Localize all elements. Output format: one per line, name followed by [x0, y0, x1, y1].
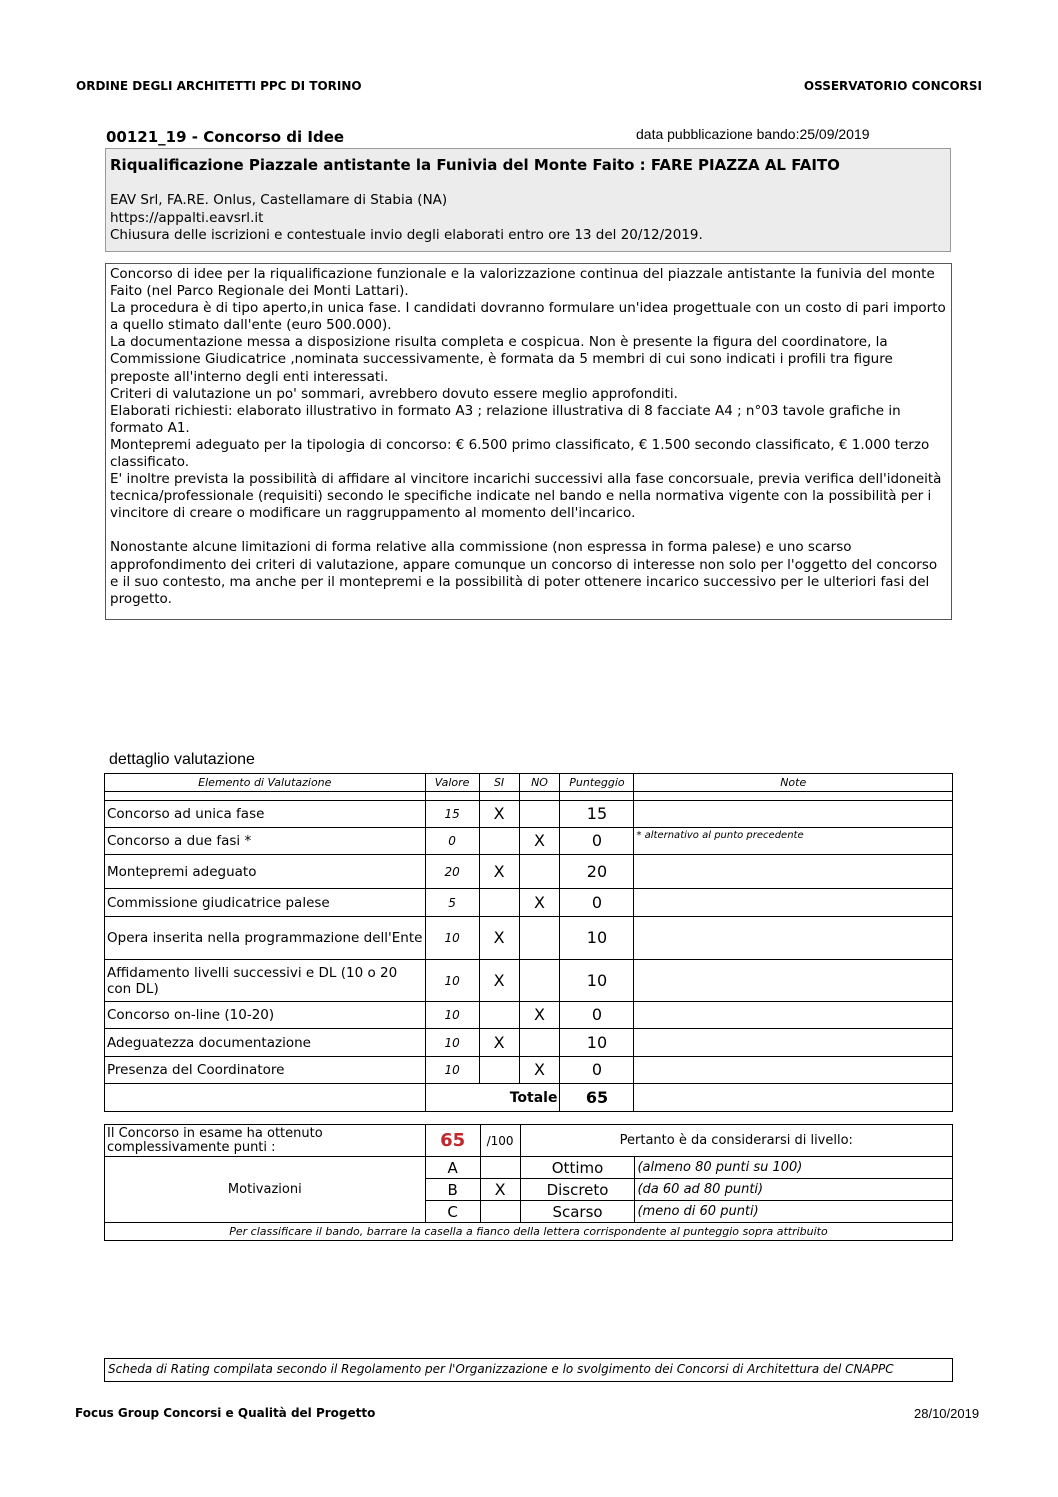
level-range: (da 60 ad 80 punti)	[635, 1179, 953, 1201]
result-score-row	[105, 1125, 953, 1157]
header-score: Punteggio	[560, 774, 634, 792]
row-value: 10	[425, 917, 479, 960]
row-no-mark: X	[519, 1002, 560, 1029]
header-no: NO	[519, 774, 560, 792]
row-value: 0	[425, 828, 479, 855]
header-si: SI	[479, 774, 519, 792]
row-no-mark	[519, 801, 560, 828]
row-si-mark	[479, 828, 519, 855]
total-value: 65	[560, 1084, 634, 1112]
row-no-mark	[519, 1029, 560, 1057]
description-paragraph: Criteri di valutazione un po' sommari, avrebbero dovuto essere meglio approfonditi.	[110, 385, 678, 402]
table-row	[105, 1002, 953, 1029]
level-name: Discreto	[520, 1179, 635, 1201]
row-score: 0	[560, 1057, 634, 1084]
evaluation-table	[104, 773, 953, 1112]
description-paragraph: Montepremi adeguato per la tipologia di concorso: € 6.500 primo classificato, € 1.500 secondo classificato, € 1.000 terzo classificato.	[110, 436, 930, 471]
organizer: EAV Srl, FA.RE. Onlus, Castellamare di Stabia (NA)	[110, 192, 448, 208]
row-no-mark: X	[519, 828, 560, 855]
row-score: 10	[560, 1029, 634, 1057]
row-note	[634, 801, 953, 828]
total-label: Totale	[425, 1084, 560, 1112]
level-name: Scarso	[520, 1201, 635, 1223]
row-element: Concorso ad unica fase	[105, 801, 426, 828]
level-mark	[480, 1157, 520, 1179]
header-element: Elemento di Valutazione	[105, 774, 426, 792]
row-si-mark: X	[479, 960, 519, 1002]
competition-details	[110, 192, 703, 245]
row-value: 15	[425, 801, 479, 828]
result-table	[104, 1124, 953, 1241]
row-note	[634, 1029, 953, 1057]
evaluation-section-label: dettaglio valutazione	[109, 751, 255, 768]
table-row	[105, 828, 953, 855]
row-element: Opera inserita nella programmazione dell'Ente	[105, 917, 426, 960]
row-value: 10	[425, 1029, 479, 1057]
row-note	[634, 855, 953, 889]
row-note	[634, 960, 953, 1002]
row-value: 10	[425, 1057, 479, 1084]
evaluation-header-row	[105, 774, 953, 792]
row-note: * alternativo al punto precedente	[634, 828, 953, 855]
row-no-mark	[519, 960, 560, 1002]
header-value: Valore	[425, 774, 479, 792]
level-row	[105, 1157, 953, 1179]
level-letter: C	[425, 1201, 480, 1223]
row-si-mark: X	[479, 801, 519, 828]
row-si-mark	[479, 889, 519, 917]
row-value: 10	[425, 960, 479, 1002]
row-element: Montepremi adeguato	[105, 855, 426, 889]
level-mark	[480, 1201, 520, 1223]
row-value: 10	[425, 1002, 479, 1029]
header-notes: Note	[634, 774, 953, 792]
table-row	[105, 855, 953, 889]
description-paragraph: Nonostante alcune limitazioni di forma relative alla commissione (non espressa in forma palese) e uno scarso approfondimento dei criteri di valutazione, appare comunque un concorso di interesse non solo per l'oggetto del concorso e il suo contesto, ma anche per il montepremi e la possibilità di poter ottenere incarico successivo per le ulteriori fasi del progetto.	[110, 539, 938, 607]
table-row	[105, 1057, 953, 1084]
level-mark: X	[480, 1179, 520, 1201]
row-element: Presenza del Coordinatore	[105, 1057, 426, 1084]
row-score: 15	[560, 801, 634, 828]
description-paragraph: Concorso di idee per la riqualificazione funzionale e la valorizzazione continua del piazzale antistante la funivia del monte Faito (nel Parco Regionale dei Monti Lattari).	[110, 266, 935, 300]
row-note	[634, 1057, 953, 1084]
row-no-mark	[519, 917, 560, 960]
description-paragraph: E' inoltre prevista la possibilità di affidare al vincitore incarichi successivi alla fase concorsuale, previa verifica dell'idoneità tecnica/professionale (requisiti) secondo le specifiche indicate nel bando e nella normativa vigente con la possibilità per i vincitore di creare o modificare un raggruppamento al momento dell'incarico.	[110, 471, 942, 522]
obtained-score: 65	[425, 1125, 480, 1157]
row-value: 5	[425, 889, 479, 917]
table-row	[105, 801, 953, 828]
row-score: 10	[560, 917, 634, 960]
level-name: Ottimo	[520, 1157, 635, 1179]
score-max: /100	[480, 1125, 520, 1157]
row-element: Affidamento livelli successivi e DL (10 o 20 con DL)	[105, 960, 426, 1002]
instruction-row	[105, 1223, 953, 1241]
row-no-mark	[519, 855, 560, 889]
competition-info-box	[105, 148, 951, 252]
footer-date: 28/10/2019	[914, 1406, 980, 1421]
row-si-mark	[479, 1057, 519, 1084]
row-no-mark: X	[519, 889, 560, 917]
level-letter: A	[425, 1157, 480, 1179]
competition-code: 00121_19 - Concorso di Idee	[106, 128, 345, 146]
header-section: OSSERVATORIO CONCORSI	[803, 79, 982, 93]
classification-instruction: Per classificare il bando, barrare la casella a fianco della lettera corrispondente al punteggio sopra attribuito	[105, 1223, 953, 1241]
description-paragraph: La procedura è di tipo aperto,in unica fase. I candidati dovranno formulare un'idea progettuale con un costo di pari importo a quello stimato dall'ente (euro 500.000).	[110, 300, 946, 334]
row-note	[634, 917, 953, 960]
description-paragraph: Elaborati richiesti: elaborato illustrativo in formato A3 ; relazione illustrativa di 8 facciate A4 ; n°03 tavole grafiche in formato A1.	[110, 402, 901, 436]
table-row	[105, 917, 953, 960]
row-si-mark: X	[479, 1029, 519, 1057]
row-score: 20	[560, 855, 634, 889]
row-score: 0	[560, 889, 634, 917]
table-row	[105, 1029, 953, 1057]
description-box	[105, 263, 952, 620]
obtained-label: Il Concorso in esame ha ottenuto complessivamente punti :	[105, 1125, 426, 1157]
header-organization: ORDINE DEGLI ARCHITETTI PPC DI TORINO	[76, 79, 362, 93]
description-paragraph: La documentazione messa a disposizione risulta completa e cospicua. Non è presente la figura del coordinatore, la Commissione Giudicatrice ,nominata successivamente, è formata da 5 membri di cui sono indicati i profili tra figure preposte all'interno degli enti interessati.	[110, 334, 893, 385]
row-element: Concorso a due fasi *	[105, 828, 426, 855]
footer-group: Focus Group Concorsi e Qualità del Progetto	[75, 1406, 376, 1420]
level-letter: B	[425, 1179, 480, 1201]
spacer-row	[105, 792, 953, 801]
row-score: 0	[560, 828, 634, 855]
row-si-mark	[479, 1002, 519, 1029]
row-note	[634, 1002, 953, 1029]
row-score: 0	[560, 1002, 634, 1029]
total-row	[105, 1084, 953, 1112]
table-row	[105, 889, 953, 917]
level-label: Pertanto è da considerarsi di livello:	[520, 1125, 952, 1157]
row-element: Concorso on-line (10-20)	[105, 1002, 426, 1029]
competition-url: https://appalti.eavsrl.it	[110, 209, 264, 226]
level-range: (almeno 80 punti su 100)	[635, 1157, 953, 1179]
table-row	[105, 960, 953, 1002]
row-no-mark: X	[519, 1057, 560, 1084]
publication-date: data pubblicazione bando:25/09/2019	[636, 126, 870, 142]
rating-note: Scheda di Rating compilata secondo il Regolamento per l'Organizzazione e lo svolgimento dei Concorsi di Architettura del CNAPPC	[104, 1358, 953, 1382]
row-si-mark: X	[479, 855, 519, 889]
row-note	[634, 889, 953, 917]
competition-title: Riqualificazione Piazzale antistante la Funivia del Monte Faito : FARE PIAZZA AL FAITO	[110, 156, 840, 174]
row-element: Commissione giudicatrice palese	[105, 889, 426, 917]
row-si-mark: X	[479, 917, 519, 960]
motivations-label: Motivazioni	[105, 1157, 426, 1223]
level-range: (meno di 60 punti)	[635, 1201, 953, 1223]
row-element: Adeguatezza documentazione	[105, 1029, 426, 1057]
row-value: 20	[425, 855, 479, 889]
deadline: Chiusura delle iscrizioni e contestuale invio degli elaborati entro ore 13 del 20/12/2019.	[110, 227, 703, 243]
row-score: 10	[560, 960, 634, 1002]
